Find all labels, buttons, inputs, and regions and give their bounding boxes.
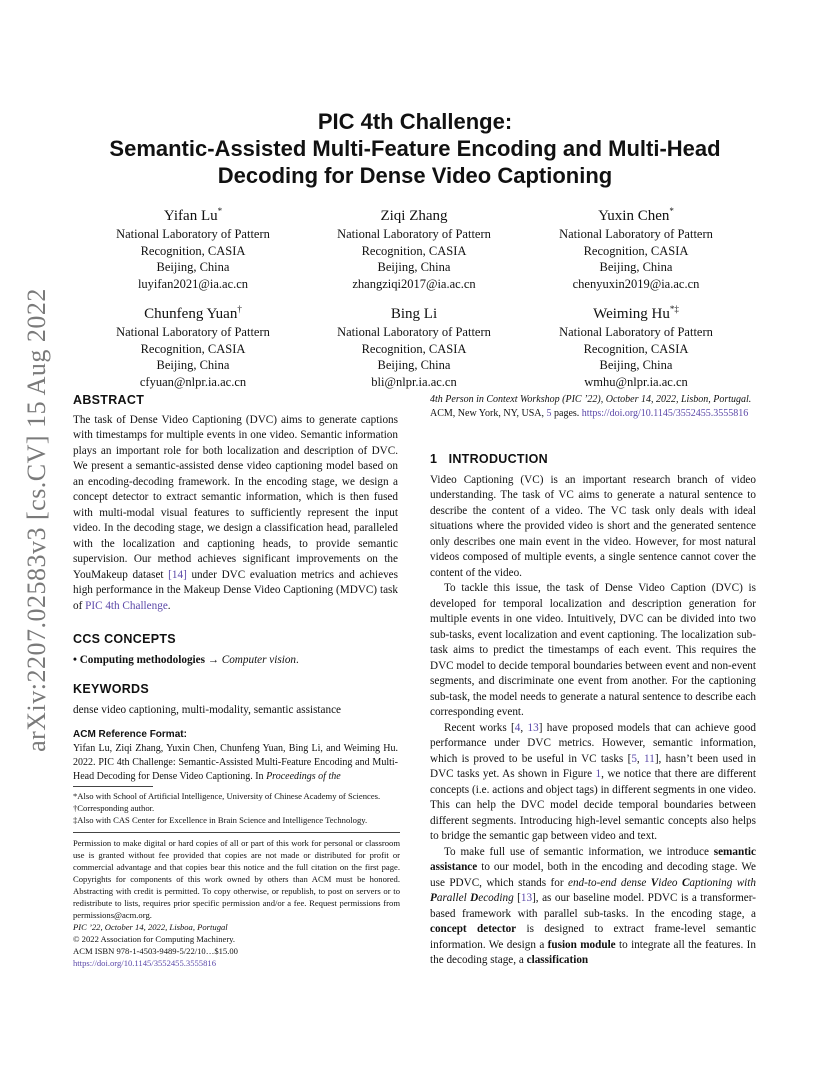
bold-term: concept detector <box>430 923 517 935</box>
right-doi-link[interactable]: https://doi.org/10.1145/3552455.3555816 <box>581 408 749 419</box>
author-email: cfyuan@nlpr.ia.ac.cn <box>139 374 247 389</box>
author-mark: *‡ <box>669 304 679 314</box>
intro-paragraph: Video Captioning (VC) is an important research branch of video understanding. The task of VC aims to generate a natural sentence to describe the content of a video. The VC task only deals with ideal situations where the provided video is short and the generated sentence only describes one main event in the video. However, for most natural videos composed of multiple events, a single sentence cannot cover the content of the video. <box>430 473 756 579</box>
acm-reference <box>73 728 398 784</box>
doi-link[interactable]: https://doi.org/10.1145/3552455.3555816 <box>73 958 216 968</box>
ccs-concept: Computer vision <box>221 653 297 666</box>
italic-term: aptioning with <box>689 876 756 889</box>
text-part: to integrate all the features. In the decoding stage, a <box>430 938 756 966</box>
author-email: zhangziqi2017@ia.ac.cn <box>352 276 476 291</box>
intro-paragraph: To tackle this issue, the task of Dense Video Caption (DVC) is developed for temporal localization and description generation for multiple events in one video. Intuitively, DVC can be divided into two sub-tasks, event localization and event captioning. The localization sub-task aims to predict the timestamps of each event. This requires the DVC model to decide temporal boundaries between event and non-event segments, and discriminate one event from another. For the captioning sub-task, the model needs to generate a natural sentence to describe each corresponding event. <box>430 582 756 718</box>
intro-paragraph: To make full use of semantic information, we introduce semantic assistance to our model, both in the encoding and decoding stage. We use PDVC, which stands for end-to-end dense Video Captioning with Parallel Decoding [13], as our baseline model. PDVC is a transformer-based framework with parallel sub-tasks. In the encoding stage, a concept detector is designed to extract frame-level semantic information. We design a fusion module to integrate all the features. In the decoding stage, a classification <box>430 845 756 966</box>
right-ref-pages: pages. <box>551 408 582 419</box>
acm-ref-text: Yifan Lu, Ziqi Zhang, Yuxin Chen, Chunfeng Yuan, Bing Li, and Weiming Hu. 2022. PIC 4th Challenge: Semantic-Assisted Multi-Feature Encoding and Multi-Head Decoding for Dense Video Captioning. In <box>73 743 398 782</box>
ccs-end: . <box>296 653 299 666</box>
text-part: ] have proposed models that can achieve good performance under DVC metrics. However, semantic information, which is proved to be useful in VC tasks [ <box>430 721 756 765</box>
ccs-arrow: → <box>204 653 222 666</box>
figure-link[interactable]: 1 <box>595 768 602 780</box>
author-affiliation: Recognition, CASIA <box>361 243 467 258</box>
title-line-3: Decoding for Dense Video Captioning <box>217 163 613 188</box>
author-name: Yuxin Chen <box>598 208 670 224</box>
venue: PIC ’22, October 14, 2022, Lisboa, Portugal <box>73 922 228 932</box>
permission-rule <box>73 832 400 833</box>
ccs-bullet: • Computing methodologies <box>73 653 205 666</box>
abstract-text <box>73 413 398 615</box>
italic-term: end-to-end dense <box>568 876 651 889</box>
author-city: Beijing, China <box>156 358 230 372</box>
author-city: Beijing, China <box>599 358 673 372</box>
citation-link[interactable]: 4 <box>514 721 521 734</box>
author-block <box>88 201 298 292</box>
acm-ref-heading: ACM Reference Format: <box>73 729 187 740</box>
author-affiliation: Recognition, CASIA <box>361 341 467 356</box>
text-part: Recent works [ <box>444 721 515 734</box>
abstract-text-part: . <box>167 599 171 612</box>
pages-link[interactable]: 5 <box>546 408 552 419</box>
author-affiliation: Recognition, CASIA <box>583 341 689 356</box>
paper-title <box>80 108 750 189</box>
author-affiliation: National Laboratory of Pattern <box>337 325 491 339</box>
author-city: Beijing, China <box>377 358 451 372</box>
title-line-2: Semantic-Assisted Multi-Feature Encoding and Multi-Head <box>109 136 721 161</box>
author-affiliation: National Laboratory of Pattern <box>116 325 270 339</box>
author-email: luyifan2021@ia.ac.cn <box>137 276 249 291</box>
author-city: Beijing, China <box>156 260 230 274</box>
bold-term: fusion module <box>547 938 616 951</box>
author-email: bli@nlpr.ia.ac.cn <box>371 374 457 389</box>
right-reference <box>430 393 756 421</box>
text-part: To make full use of semantic information, we introduce <box>444 845 714 858</box>
italic-term: ecoding <box>478 892 514 904</box>
author-affiliation: National Laboratory of Pattern <box>116 227 270 241</box>
author-email: wmhu@nlpr.ia.ac.cn <box>584 374 688 389</box>
keywords-text: dense video captioning, multi-modality, semantic assistance <box>73 703 342 716</box>
bold-term: semantic assistance <box>430 845 756 873</box>
permission-block <box>73 837 400 969</box>
text-part: to our model, both in the encoding and decoding stage. We use PDVC, which stands for <box>430 861 756 889</box>
author-block <box>309 201 519 292</box>
author-mark: * <box>669 206 674 216</box>
title-line-1: PIC 4th Challenge: <box>317 109 513 134</box>
footnotes <box>73 790 401 826</box>
arxiv-stamp-text: arXiv:2207.02583v3 [cs.CV] 15 Aug 2022 <box>22 288 52 752</box>
isbn: ACM ISBN 978-1-4503-9489-5/22/10…$15.00 <box>73 946 238 956</box>
bold-italic-letter: D <box>470 892 479 904</box>
intro-paragraph: Recent works [4, 13] have proposed models that can achieve good performance under DVC metrics. However, semantic information, which is proved to be useful in VC tasks [5, 11], hasn’t been used in DVC tasks yet. As shown in Figure 1, we notice that there are different concepts (i.e. actions and object tags) in different segments in one video. This can help the DVC model decide temporal boundaries between different segments. Introducing high-level semantic concepts also helps to bridge the semantic gap between video and text. <box>430 721 757 842</box>
citation-link[interactable]: 13 <box>520 892 533 904</box>
pic-challenge-link[interactable]: PIC 4th Challenge <box>85 599 168 612</box>
author-affiliation: Recognition, CASIA <box>583 243 689 258</box>
left-column <box>73 393 398 784</box>
author-name: Weiming Hu <box>593 306 670 322</box>
text-part: is designed to extract frame-level semantic information. We design a <box>430 923 756 951</box>
ccs-item <box>73 653 398 669</box>
author-mark: † <box>237 304 242 314</box>
acm-ref-italic: Proceedings of the <box>266 771 341 782</box>
footnote-rule <box>73 786 153 787</box>
author-email: chenyuxin2019@ia.ac.cn <box>572 276 700 291</box>
author-block <box>88 299 298 390</box>
citation-link[interactable]: 13 <box>527 721 539 734</box>
author-name: Chunfeng Yuan <box>144 306 238 322</box>
author-affiliation: Recognition, CASIA <box>140 243 246 258</box>
author-affiliation: National Laboratory of Pattern <box>337 227 491 241</box>
arxiv-stamp <box>22 280 52 760</box>
author-affiliation: National Laboratory of Pattern <box>559 325 713 339</box>
author-city: Beijing, China <box>599 260 673 274</box>
citation-link[interactable]: [14] <box>168 568 187 581</box>
footnote: *Also with School of Artificial Intelligence, University of Chinese Academy of Sciences. <box>73 791 381 801</box>
author-affiliation: National Laboratory of Pattern <box>559 227 713 241</box>
abstract-heading: ABSTRACT <box>73 393 145 407</box>
introduction-section <box>430 452 756 969</box>
footnote: †Corresponding author. <box>73 803 155 813</box>
author-affiliation: Recognition, CASIA <box>140 341 246 356</box>
author-block <box>531 201 741 292</box>
author-name: Bing Li <box>390 306 438 322</box>
author-block <box>531 299 741 390</box>
author-mark: * <box>217 206 223 216</box>
abstract-text-part: The task of Dense Video Captioning (DVC) aims to generate captions with timestamps for multiple events in one video. Semantic information plays an important role for both localization and description of DVC. We present a semantic-assisted dense video captioning model based on an encoding-decoding framework. In the encoding stage, we design a concept detector to extract semantic information, which is then fused with multi-modal visual features to sufficiently represent the input video. In the decoding stage, we design a classification head, paralleled with the localization and captioning heads, to provide semantic supervision. Our method achieves significant improvements on the YouMakeup dataset <box>73 413 398 581</box>
intro-heading: 1 INTRODUCTION <box>430 452 548 466</box>
bold-italic-letter: C <box>681 876 690 889</box>
text-part: ], hasn’t been used in DVC tasks yet. As shown in Figure <box>430 752 757 780</box>
right-ref-italic: 4th Person in Context Workshop (PIC ’22), October 14, 2022, Lisbon, Portugal. <box>430 394 752 405</box>
citation-link[interactable]: 11 <box>644 752 655 765</box>
text-part: , we notice that there are different concepts (i.e. actions and object tags) in different segments in one video. This can help the DVC model decide temporal boundaries between different segments. Introducing high-level semantic concepts also helps to bridge the semantic gap between video and text. <box>430 768 756 842</box>
right-ref-text: ACM, New York, NY, USA, <box>430 408 547 419</box>
italic-term: arallel <box>436 892 471 904</box>
abstract-text-part: under DVC evaluation metrics and achieves high performance in the Makeup Dense Video Captioning (MDVC) task of <box>73 568 398 612</box>
ccs-heading: CCS CONCEPTS <box>73 632 176 646</box>
text-part: , as our baseline model. PDVC is a transformer-based framework with parallel sub-tasks. In the encoding stage, a <box>430 892 756 920</box>
bold-italic-letter: V <box>650 876 659 889</box>
author-block <box>309 299 519 390</box>
keywords-heading: KEYWORDS <box>73 682 150 696</box>
author-city: Beijing, China <box>377 260 451 274</box>
copyright: © 2022 Association for Computing Machinery. <box>73 934 236 944</box>
footnote: ‡Also with CAS Center for Excellence in Brain Science and Intelligence Technology. <box>73 815 368 825</box>
italic-term: ideo <box>658 876 682 889</box>
bold-italic-letter: P <box>430 892 437 904</box>
author-name: Yifan Lu <box>163 208 218 224</box>
citation-link[interactable]: 5 <box>631 752 637 765</box>
author-name: Ziqi Zhang <box>380 208 448 224</box>
permission-text: Permission to make digital or hard copies of all or part of this work for personal or classroom use is granted without fee provided that copies are not made or distributed for profit or commercial advantage and that copies bear this notice and the full citation on the first page. Copyrights for components of this work owned by others than ACM must be honored. Abstracting with credit is permitted. To copy otherwise, or republish, to post on servers or to redistribute to lists, requires prior specific permission and/or a fee. Request permissions from permissions@acm.org. <box>73 838 400 920</box>
bold-term: classification <box>526 954 589 966</box>
